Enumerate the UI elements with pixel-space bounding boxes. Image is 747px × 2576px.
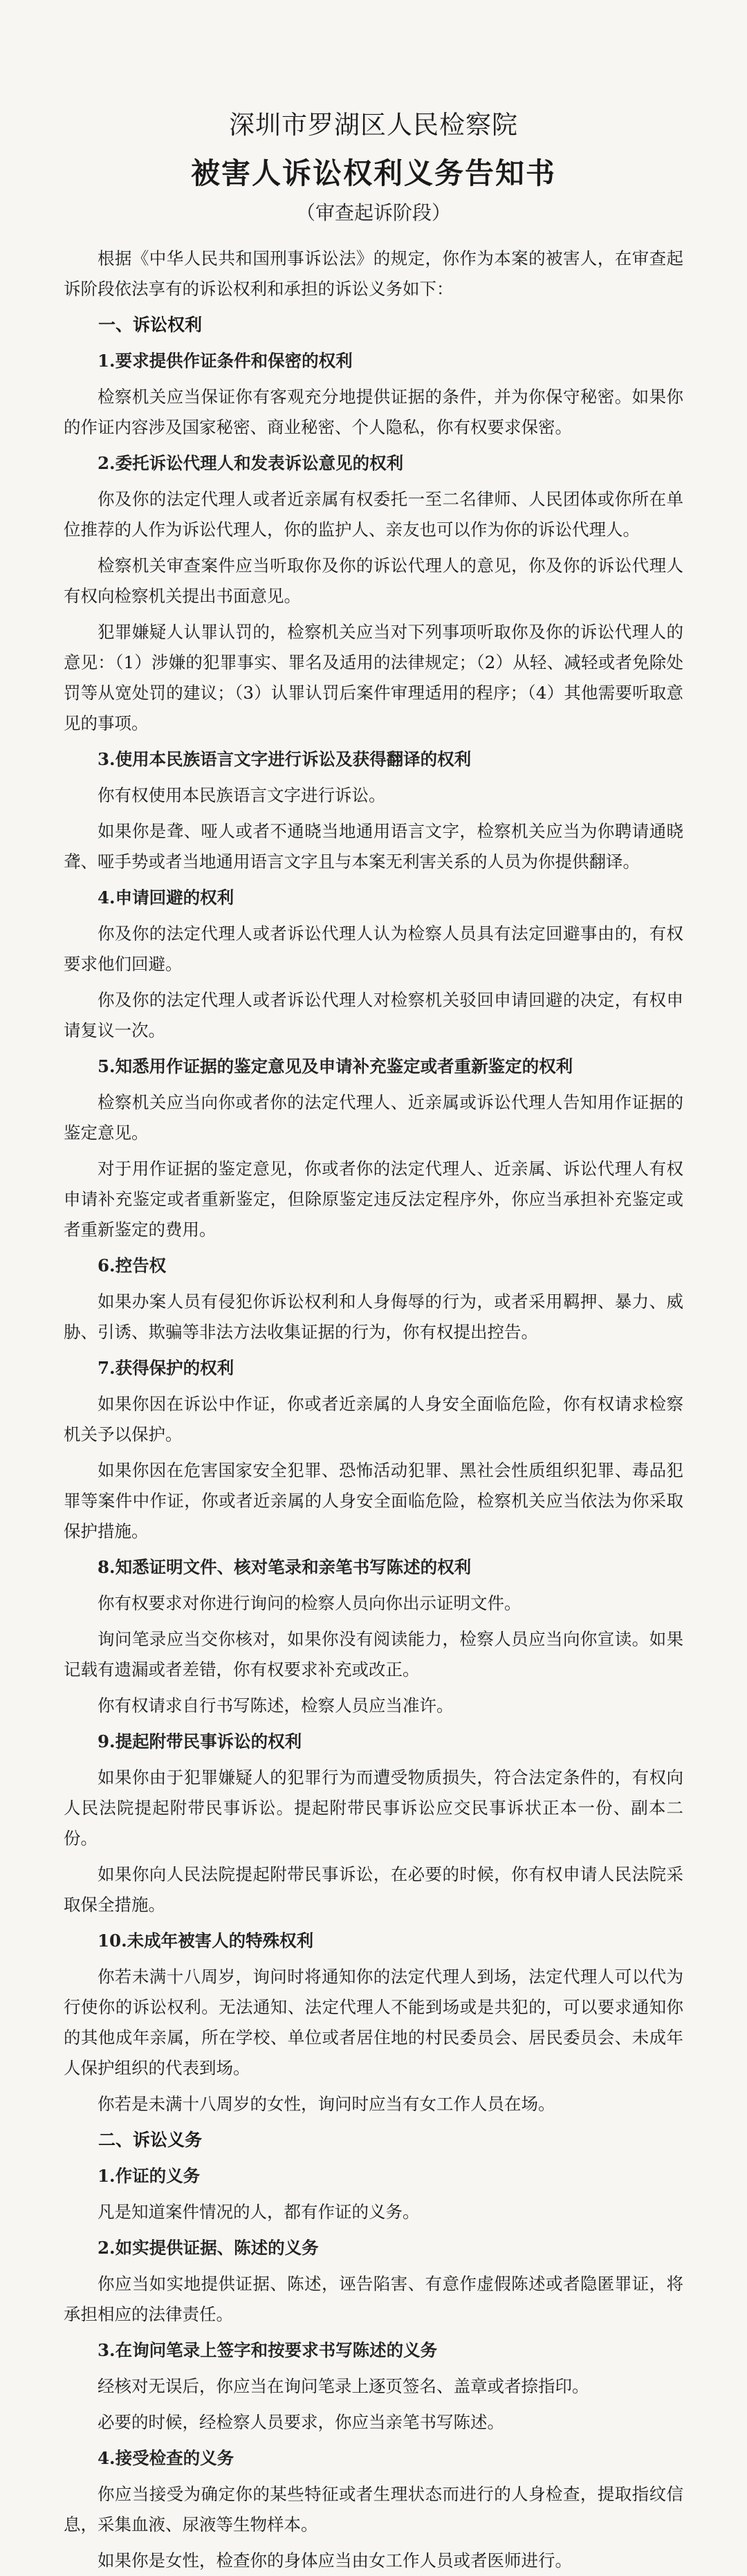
right-6-paragraph: 如果办案人员有侵犯你诉讼权利和人身侮辱的行为，或者采用羁押、暴力、威胁、引诱、欺骗等非法方法收集证据的行为，你有权提出控告。 xyxy=(64,1291,683,1342)
document-stage: （审查起诉阶段） xyxy=(295,201,451,224)
right-3-paragraph-2: 如果你是聋、哑人或者不通晓当地通用语言文字，检察机关应当为你聘请通晓聋、哑手势或者当地通用语言文字且与本案无利害关系的人员为你提供翻译。 xyxy=(64,821,683,872)
issuer-name: 深圳市罗湖区人民检察院 xyxy=(229,110,518,140)
duty-1-title: 1.作证的义务 xyxy=(98,2166,201,2186)
right-8-paragraph-2: 询问笔录应当交你核对，如果你没有阅读能力，检察人员应当向你宣读。如果记载有遗漏或者差错，你有权要求补充或改正。 xyxy=(64,1629,683,1680)
right-3-title: 3.使用本民族语言文字进行诉讼及获得翻译的权利 xyxy=(98,749,472,769)
intro-paragraph: 根据《中华人民共和国刑事诉讼法》的规定，你作为本案的被害人，在审查起诉阶段依法享有的诉讼权利和承担的诉讼义务如下： xyxy=(64,248,683,299)
right-4-title: 4.申请回避的权利 xyxy=(98,887,234,908)
right-8-paragraph-1: 你有权要求对你进行询问的检察人员向你出示证明文件。 xyxy=(98,1593,522,1613)
duty-3-paragraph-1: 经核对无误后，你应当在询问笔录上逐页签名、盖章或者捺指印。 xyxy=(98,2376,589,2396)
right-5-title: 5.知悉用作证据的鉴定意见及申请补充鉴定或者重新鉴定的权利 xyxy=(98,1056,573,1076)
right-2-title: 2.委托诉讼代理人和发表诉讼意见的权利 xyxy=(98,453,404,473)
document-title: 被害人诉讼权利义务告知书 xyxy=(190,156,556,190)
right-5-paragraph-1: 检察机关应当向你或者你的法定代理人、近亲属或诉讼代理人告知用作证据的鉴定意见。 xyxy=(64,1092,683,1143)
right-1-paragraph: 检察机关应当保证你有客观充分地提供证据的条件，并为你保守秘密。如果你的作证内容涉及国家秘密、商业秘密、个人隐私，你有权要求保密。 xyxy=(64,387,683,437)
rights-heading: 一、诉讼权利 xyxy=(98,315,203,335)
duty-4-title: 4.接受检查的义务 xyxy=(98,2448,234,2468)
right-8-title: 8.知悉证明文件、核对笔录和亲笔书写陈述的权利 xyxy=(98,1557,472,1577)
right-10-paragraph-2: 你若是未满十八周岁的女性，询问时应当有女工作人员在场。 xyxy=(98,2094,555,2114)
right-5-paragraph-2: 对于用作证据的鉴定意见，你或者你的法定代理人、近亲属、诉讼代理人有权申请补充鉴定或者重新鉴定，但除原鉴定违反法定程序外，你应当承担补充鉴定或者重新鉴定的费用。 xyxy=(64,1159,683,1240)
right-2-paragraph-3: 犯罪嫌疑人认罪认罚的，检察机关应当对下列事项听取你及你的诉讼代理人的意见：（1）涉嫌的犯罪事实、罪名及适用的法律规定；（2）从轻、减轻或者免除处罚等从宽处罚的建议；（3）认罪认罚后案件审理适用的程序；（4）其他需要听取意见的事项。 xyxy=(64,622,683,733)
right-6-title: 6.控告权 xyxy=(98,1255,167,1276)
right-4-paragraph-1: 你及你的法定代理人或者诉讼代理人认为检察人员具有法定回避事由的，有权要求他们回避。 xyxy=(64,923,683,974)
duty-4-paragraph-1: 你应当接受为确定你的某些特征或者生理状态而进行的人身检查，提取指纹信息，采集血液、尿液等生物样本。 xyxy=(64,2484,683,2534)
right-2-paragraph-2: 检察机关审查案件应当听取你及你的诉讼代理人的意见，你及你的诉讼代理人有权向检察机关提出书面意见。 xyxy=(64,555,683,606)
duty-3-paragraph-2: 必要的时候，经检察人员要求，你应当亲笔书写陈述。 xyxy=(98,2412,504,2432)
duty-3-title: 3.在询问笔录上签字和按要求书写陈述的义务 xyxy=(98,2340,438,2360)
right-8-paragraph-3: 你有权请求自行书写陈述，检察人员应当准许。 xyxy=(98,1695,454,1715)
right-10-title: 10.未成年被害人的特殊权利 xyxy=(98,1931,314,1951)
right-9-title: 9.提起附带民事诉讼的权利 xyxy=(98,1731,302,1751)
right-10-paragraph-1: 你若未满十八周岁，询问时将通知你的法定代理人到场，法定代理人可以代为行使你的诉讼权利。无法通知、法定代理人不能到场或是共犯的，可以要求通知你的其他成年亲属，所在学校、单位或者居住地的村民委员会、居民委员会、未成年人保护组织的代表到场。 xyxy=(64,1967,683,2078)
right-1-title: 1.要求提供作证条件和保密的权利 xyxy=(98,351,353,371)
right-7-paragraph-2: 如果你因在危害国家安全犯罪、恐怖活动犯罪、黑社会性质组织犯罪、毒品犯罪等案件中作证，你或者近亲属的人身安全面临危险，检察机关应当依法为你采取保护措施。 xyxy=(64,1460,683,1541)
right-2-paragraph-1: 你及你的法定代理人或者近亲属有权委托一至二名律师、人民团体或你所在单位推荐的人作为诉讼代理人，你的监护人、亲友也可以作为你的诉讼代理人。 xyxy=(64,489,683,540)
right-7-paragraph-1: 如果你因在诉讼中作证，你或者近亲属的人身安全面临危险，你有权请求检察机关予以保护。 xyxy=(64,1394,683,1444)
right-3-paragraph-1: 你有权使用本民族语言文字进行诉讼。 xyxy=(98,785,386,805)
duty-2-title: 2.如实提供证据、陈述的义务 xyxy=(98,2238,319,2258)
duty-1-paragraph: 凡是知道案件情况的人，都有作证的义务。 xyxy=(98,2202,420,2222)
duty-2-paragraph: 你应当如实地提供证据、陈述，诬告陷害、有意作虚假陈述或者隐匿罪证，将承担相应的法律责任。 xyxy=(64,2274,683,2324)
right-9-paragraph-2: 如果你向人民法院提起附带民事诉讼，在必要的时候，你有权申请人民法院采取保全措施。 xyxy=(64,1864,683,1915)
right-9-paragraph-1: 如果你由于犯罪嫌疑人的犯罪行为而遭受物质损失，符合法定条件的，有权向人民法院提起附带民事诉讼。提起附带民事诉讼应交民事诉状正本一份、副本二份。 xyxy=(64,1767,683,1848)
right-4-paragraph-2: 你及你的法定代理人或者诉讼代理人对检察机关驳回申请回避的决定，有权申请复议一次。 xyxy=(64,990,683,1040)
duties-heading: 二、诉讼义务 xyxy=(98,2130,203,2150)
right-7-title: 7.获得保护的权利 xyxy=(98,1358,234,1378)
duty-4-paragraph-2: 如果你是女性，检查你的身体应当由女工作人员或者医师进行。 xyxy=(98,2550,572,2570)
